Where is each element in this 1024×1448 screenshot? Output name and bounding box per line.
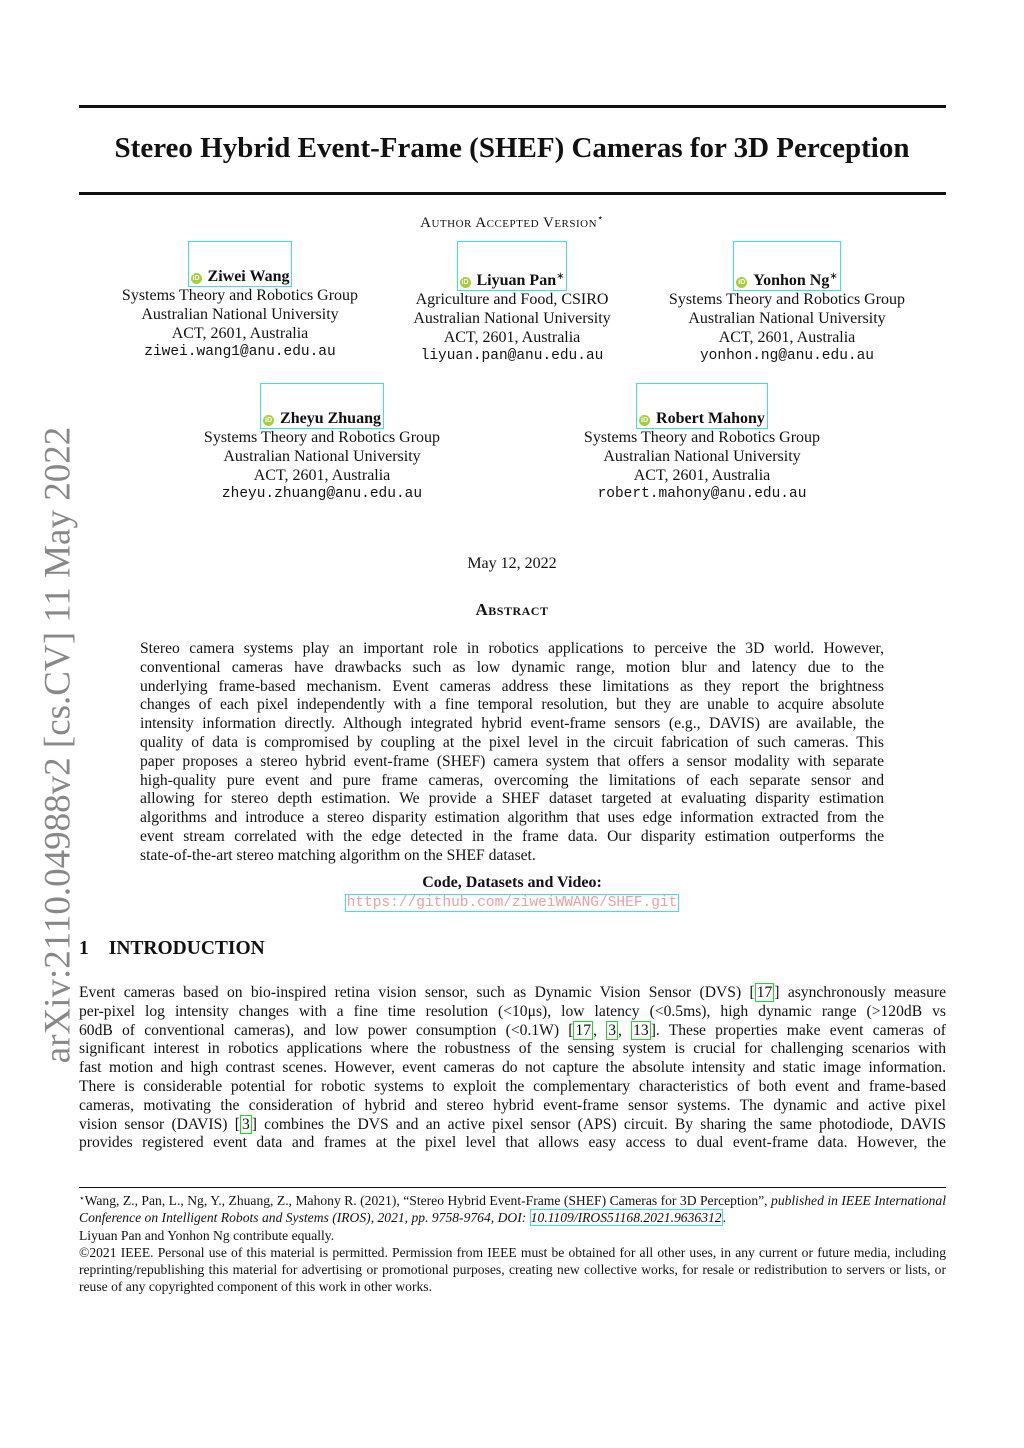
top-rule: [79, 105, 946, 108]
text-line: fast motion and high contrast scenes. However, event cameras do not capture the absolute intensity and static image information.: [79, 1059, 946, 1077]
text-line: provides registered event data and frames at the pixel level that allows easy access to dual event-frame data. However, the: [79, 1134, 946, 1152]
author-affiliation: Systems Theory and Robotics Group: [583, 429, 821, 446]
author-affiliation: Systems Theory and Robotics Group: [121, 287, 359, 304]
text-line: vision sensor (DAVIS) [ 3 ] combines the DVS and an active pixel sensor (APS) circuit. By sharing the same photodiode, DAVIS: [79, 1115, 946, 1133]
orcid-icon[interactable]: iD: [641, 417, 649, 424]
author-block: [162, 383, 482, 504]
citation-link[interactable]: 17: [575, 1021, 592, 1039]
version-text: Author Accepted Version: [420, 215, 598, 231]
author-name: Ziwei Wang: [207, 268, 290, 285]
author-name-link[interactable]: [636, 383, 768, 429]
author-address: ACT, 2601, Australia: [171, 324, 309, 342]
footnote-citation-text: Wang, Z., Pan, L., Ng, Y., Zhuang, Z., Mahony R. (2021), “Stereo Hybrid Event-Frame (SHEF) Cameras for 3D Perception”,: [84, 1193, 772, 1208]
author-institution: Australian National University: [223, 447, 421, 465]
equal-contribution-mark: ∗: [556, 271, 565, 282]
orcid-icon[interactable]: iD: [738, 279, 746, 286]
section-number: 1: [79, 938, 89, 959]
text-line: cameras, motivating the consideration of hybrid and stereo hybrid event-frame sensor systems. The dynamic and active pixel: [79, 1096, 946, 1114]
author-address: ACT, 2601, Australia: [633, 466, 771, 484]
author-name-link[interactable]: [188, 241, 293, 287]
orcid-icon[interactable]: iD: [265, 417, 273, 424]
author-name: Liyuan Pan: [476, 272, 557, 289]
author-email: ziwei.wang1@anu.edu.au: [144, 344, 336, 361]
author-name-link[interactable]: [457, 241, 568, 291]
author-name-link[interactable]: [733, 241, 840, 291]
abstract-heading: Abstract: [475, 600, 549, 619]
author-name: Robert Mahony: [656, 410, 765, 427]
text-line: 60dB of conventional cameras), and low power consumption (<0.1W) [ 17 , 3 , 13 ]. These properties make event cameras of: [79, 1021, 947, 1039]
text-line: state-of-the-art stereo matching algorithm on the SHEF dataset.: [140, 846, 536, 864]
author-email: zheyu.zhuang@anu.edu.au: [221, 486, 423, 503]
text-line: algorithms and introduce a stereo disparity estimation algorithm that uses edge information extracted from the: [140, 809, 884, 827]
author-block: [627, 241, 947, 366]
code-link[interactable]: https://github.com/ziweiWWANG/SHEF.git: [346, 895, 678, 911]
footnote-equal-contribution: Liyuan Pan and Yonhon Ng contribute equally.: [79, 1227, 335, 1243]
author-email: yonhon.ng@anu.edu.au: [699, 348, 875, 365]
section-heading-introduction: [79, 938, 265, 960]
arxiv-watermark: arXiv:2110.04988v2 [cs.CV] 11 May 2022: [37, 426, 79, 1064]
version-footnote-mark: ⋆: [597, 213, 604, 224]
introduction-body: [79, 984, 946, 1153]
abstract-body: [140, 640, 884, 866]
author-affiliation: Agriculture and Food, CSIRO: [415, 291, 609, 308]
footnote-mark: ⋆: [79, 1193, 85, 1203]
author-address: ACT, 2601, Australia: [443, 328, 581, 346]
footnote-rule: [79, 1187, 946, 1188]
author-name-link[interactable]: [260, 383, 384, 429]
author-institution: Australian National University: [603, 447, 801, 465]
section-title: INTRODUCTION: [108, 938, 265, 959]
orcid-icon[interactable]: iD: [192, 275, 200, 282]
citation-link[interactable]: 3: [241, 1115, 250, 1133]
author-institution: Australian National University: [688, 309, 886, 327]
equal-contribution-mark: ∗: [829, 271, 838, 282]
author-name: Yonhon Ng: [753, 272, 830, 289]
code-heading: Code, Datasets and Video:: [422, 874, 602, 891]
text-line: Stereo camera systems play an important role in robotics applications to perceive the 3D world. However,: [140, 640, 884, 657]
author-email: robert.mahony@anu.edu.au: [597, 486, 807, 503]
doi-link[interactable]: 10.1109/IROS51168.2021.9636312: [530, 1210, 722, 1226]
orcid-icon[interactable]: iD: [461, 279, 469, 286]
author-name: Zheyu Zhuang: [280, 410, 381, 427]
paper-title: Stereo Hybrid Event-Frame (SHEF) Cameras for 3D Perception: [114, 132, 910, 164]
author-block: [352, 241, 672, 366]
text-line: high-quality pure event and pure frame cameras, overcoming the limitations of each separate sensor and: [140, 771, 884, 789]
footnote: [79, 1190, 946, 1296]
date: May 12, 2022: [467, 555, 557, 572]
citation-link[interactable]: 13: [633, 1021, 649, 1039]
text-line: per-pixel log intensity changes with a fine time resolution (<10μs), low latency (<0.5ms), high dynamic range (>120dB vs: [79, 1002, 946, 1020]
text-line: quality of data is compromised by coupling at the pixel level in the circuit fabrication of such cameras. This: [140, 733, 884, 751]
text-line: conventional cameras have drawbacks such as low dynamic range, motion blur and latency due to the: [140, 658, 884, 676]
text-line: Event cameras based on bio-inspired retina vision sensor, such as Dynamic Vision Sensor (DVS) [ 17 ] asynchronously measure: [79, 984, 946, 1001]
author-institution: Australian National University: [413, 309, 611, 327]
author-affiliation: Systems Theory and Robotics Group: [668, 291, 906, 308]
footnote-citation: ⋆Wang, Z., Pan, L., Ng, Y., Zhuang, Z., Mahony R. (2021), “Stereo Hybrid Event-Frame (SHEF) Cameras for 3D Perception”, published in IEEE International Conference on Intelligent Robots and Systems (IROS), 2021, pp. 9758-9764, DOI: 10.1109/IROS51168.2021.9636312.: [79, 1193, 946, 1226]
author-affiliation: Systems Theory and Robotics Group: [203, 429, 441, 446]
text-line: intensity information directly. Although integrated hybrid event-frame sensors (e.g., DAVIS) are available, the: [140, 715, 884, 733]
text-line: significant interest in robotics applications where the robustness of the sensing system is crucial for challenging scenarios with: [79, 1040, 946, 1058]
text-line: event stream correlated with the edge detected in the frame data. Our disparity estimation outperforms the: [140, 827, 884, 845]
text-line: underlying frame-based mechanism. Event cameras address these limitations as they report the brightness: [140, 677, 884, 695]
citation-link[interactable]: 3: [608, 1021, 616, 1039]
text-line: There is considerable potential for robotic systems to exploit the complementary characteristics of both event and frame-based: [79, 1077, 946, 1095]
text-line: paper proposes a stereo hybrid event-frame (SHEF) camera system that offers a sensor modality with separate: [140, 752, 884, 770]
title-bottom-rule: [79, 192, 946, 195]
author-email: liyuan.pan@anu.edu.au: [420, 348, 604, 365]
footnote-venue: published in IEEE International Conference on Intelligent Robots and Systems (IROS), 2021, pp. 9758-9764, DOI:: [79, 1193, 946, 1226]
author-institution: Australian National University: [141, 305, 339, 323]
footnote-copyright: ©2021 IEEE. Personal use of this material is permitted. Permission from IEEE must be obtained for all other uses, in any current or future media, including reprinting/republishing this material for advertising or promotional purposes, creating new collective works, for resale or redistribution to servers or lists, or reuse of any copyrighted component of this work in other works.: [79, 1244, 946, 1295]
version-label: [0, 213, 1024, 232]
text-line: changes of each pixel independently with a fine temporal resolution, but they are unable to acquire absolute: [140, 696, 884, 714]
author-address: ACT, 2601, Australia: [253, 466, 391, 484]
author-block: [542, 383, 862, 504]
citation-link[interactable]: 17: [756, 984, 773, 1001]
author-address: ACT, 2601, Australia: [718, 328, 856, 346]
text-line: allowing for stereo depth estimation. We provide a SHEF dataset targeted at evaluating disparity estimation: [140, 790, 884, 808]
